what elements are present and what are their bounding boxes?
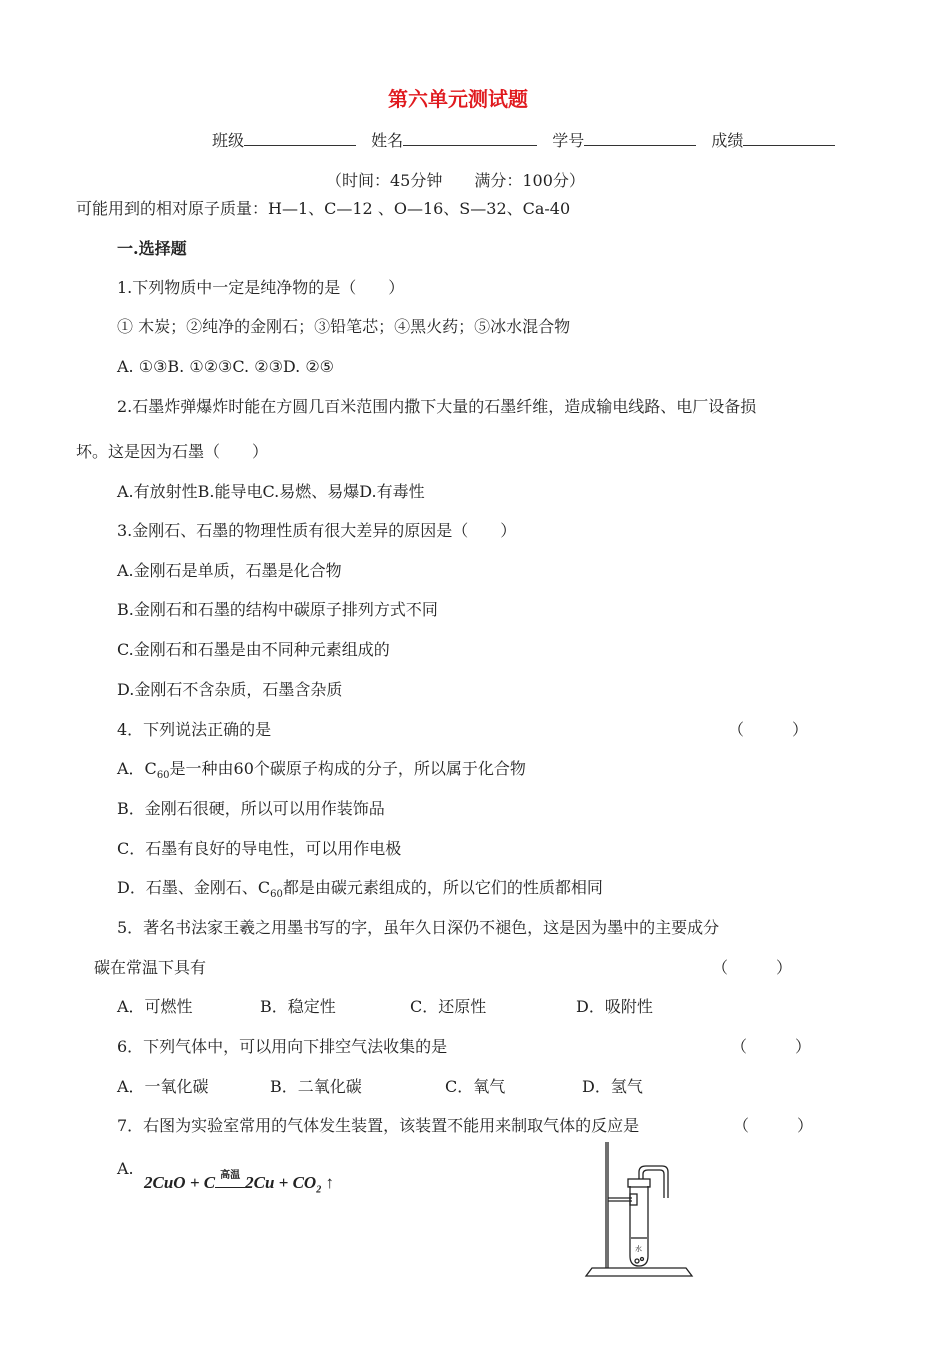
eq-left: 2CuO + C [144, 1173, 216, 1192]
q6-option-c: C．氧气 [445, 1077, 506, 1096]
q7-option-a-label: A. [117, 1159, 134, 1178]
q5-answer-paren: （ ） [712, 958, 793, 977]
q6-answer-paren: （ ） [731, 1037, 812, 1056]
q4-option-c: C．石墨有良好的导电性，可以用作电极 [117, 839, 402, 858]
q1-items: ① 木炭；②纯净的金刚石；③铅笔芯；④黑火药；⑤冰水混合物 [117, 317, 571, 336]
q5-option-b: B．稳定性 [260, 997, 336, 1016]
q2-stem-line1: 2.石墨炸弹爆炸时能在方圆几百米范围内撒下大量的石墨纤维，造成输电线路、电厂设备损 [117, 397, 757, 416]
q4-option-b: B．金刚石很硬，所以可以用作装饰品 [117, 799, 385, 818]
eq-condition-text: 高温 [220, 1170, 241, 1181]
q3-option-d: D.金刚石不含杂质，石墨含杂质 [117, 680, 343, 699]
class-label: 班级 [212, 131, 245, 150]
q3-option-c: C.金刚石和石墨是由不同种元素组成的 [117, 640, 390, 659]
q1-options: A. ①③B. ①②③C. ②③D. ②⑤ [117, 357, 335, 376]
section-title: 一.选择题 [117, 239, 187, 258]
q4-d-post: 都是由碳元素组成的，所以它们的性质都相同 [282, 878, 603, 897]
score-label: 成绩 [711, 131, 744, 150]
eq-sub: 2 [316, 1184, 322, 1196]
q5-option-c: C．还原性 [410, 997, 487, 1016]
svg-text:水: 水 [635, 1245, 642, 1253]
q6-option-b: B．二氧化碳 [270, 1077, 362, 1096]
q4-option-a [117, 758, 526, 780]
gas-arrow-icon: ↑ [325, 1173, 334, 1192]
q4-a-post: 是一种由60个碳原子构成的分子，所以属于化合物 [169, 759, 526, 778]
q6-option-a: A．一氧化碳 [117, 1077, 209, 1096]
gas-generator-apparatus-diagram [580, 1138, 700, 1283]
q6-stem: 6．下列气体中，可以用向下排空气法收集的是 [117, 1037, 448, 1056]
q5-stem-line2: 碳在常温下具有 [94, 958, 207, 977]
q7-equation [144, 1172, 334, 1194]
info-fields [212, 129, 835, 152]
score-blank[interactable] [743, 129, 835, 146]
q6-option-d: D．氢气 [582, 1077, 643, 1096]
q2-stem-line2: 坏。这是因为石墨（ ） [76, 442, 269, 461]
q4-option-d [117, 877, 603, 899]
student-id-label: 学号 [552, 131, 585, 150]
q4-d-sub: 60 [270, 889, 283, 901]
page-title: 第六单元测试题 [388, 87, 528, 111]
q4-stem: 4．下列说法正确的是 [117, 720, 272, 739]
name-blank[interactable] [403, 129, 537, 146]
eq-right: 2Cu + CO [245, 1173, 317, 1192]
q4-d-pre: D．石墨、金刚石、C [117, 878, 271, 897]
q7-stem: 7．右图为实验室常用的气体发生装置，该装置不能用来制取气体的反应是 [117, 1116, 640, 1135]
q3-option-b: B.金刚石和石墨的结构中碳原子排列方式不同 [117, 600, 438, 619]
q3-stem: 3.金刚石、石墨的物理性质有很大差异的原因是（ ） [117, 521, 517, 540]
q4-a-pre: A．C [117, 759, 157, 778]
time-info: （时间：45分钟 满分：100分） [326, 171, 585, 190]
q4-answer-paren: （ ） [728, 720, 809, 739]
q4-a-sub: 60 [156, 770, 170, 782]
q5-stem-line1: 5．著名书法家王羲之用墨书写的字，虽年久日深仍不褪色，这是因为墨中的主要成分 [117, 918, 720, 937]
atomic-masses: 可能用到的相对原子质量：H—1、C—12 、O—16、S—32、Ca-40 [76, 199, 571, 218]
class-blank[interactable] [244, 129, 356, 146]
q3-option-a: A.金刚石是单质，石墨是化合物 [117, 561, 342, 580]
name-label: 姓名 [371, 131, 404, 150]
q2-options: A.有放射性B.能导电C.易燃、易爆D.有毒性 [117, 482, 425, 501]
q5-option-a: A．可燃性 [117, 997, 193, 1016]
student-id-blank[interactable] [584, 129, 696, 146]
q7-answer-paren: （ ） [733, 1116, 814, 1135]
eq-condition [215, 1170, 245, 1188]
q5-option-d: D．吸附性 [576, 997, 653, 1016]
q1-stem: 1.下列物质中一定是纯净物的是（ ） [117, 278, 405, 297]
